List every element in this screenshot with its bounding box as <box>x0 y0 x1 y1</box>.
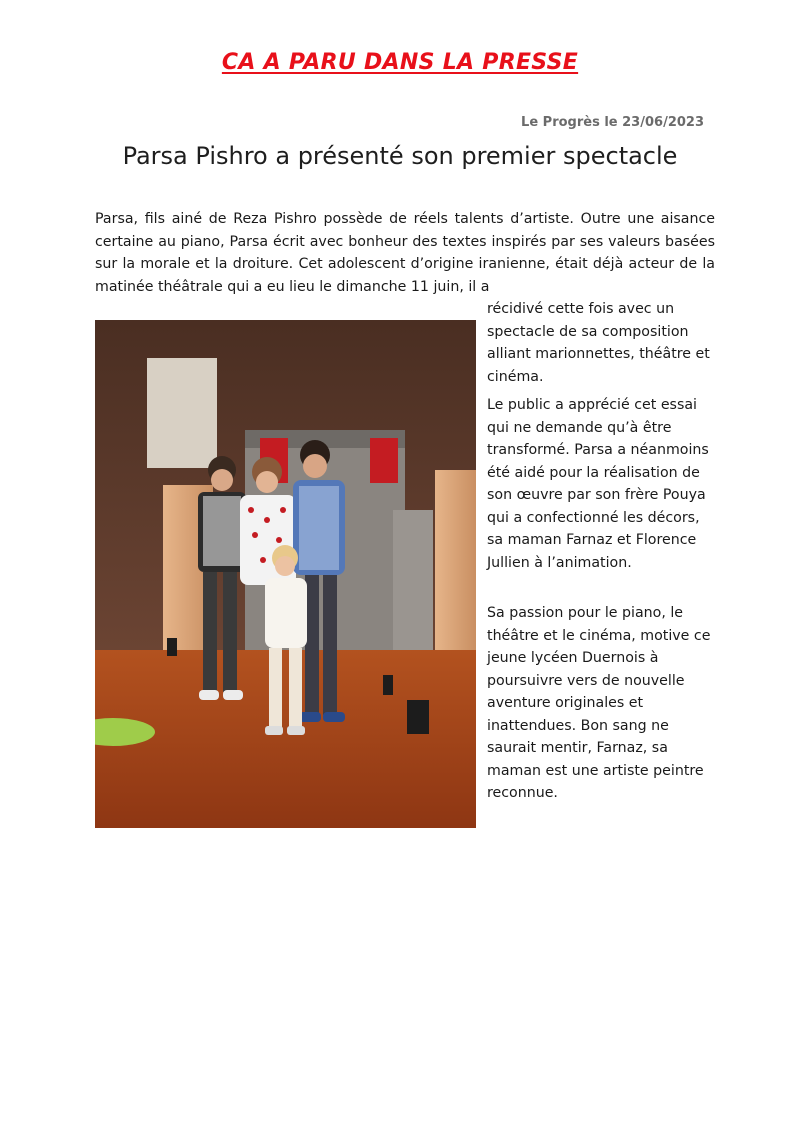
photo-illustration <box>95 320 476 828</box>
column-paragraph-1: récidivé cette fois avec un spectacle de sa composition alliant marionnettes, théâtre et cinéma. <box>487 301 710 385</box>
press-banner: CA A PARU DANS LA PRESSE <box>221 50 579 75</box>
column-paragraph-3: Sa passion pour le piano, le théâtre et le cinéma, motive ce jeune lycéen Duernois à poursuivre vers de nouvelle aventure originales et inattendues. Bon sang ne saurait mentir, Farnaz, sa maman est une artiste peintre reconnue. <box>487 605 711 801</box>
window <box>147 358 217 468</box>
speaker <box>407 700 429 734</box>
side-column <box>487 298 712 811</box>
floor <box>95 650 476 828</box>
column-paragraph-2: Le public a apprécié cet essai qui ne demande qu’à être transformé. Parsa a néanmoins été aidé pour la réalisation de son œuvre par son frère Pouya qui a confectionné les décors, sa maman Farnaz et Florence Jullien à l’animation. <box>487 397 709 571</box>
source-date: Le Progrès le 23/06/2023 <box>521 115 704 130</box>
red-curtain-right <box>370 438 398 483</box>
article-headline: Parsa Pishro a présenté son premier spectacle <box>122 142 678 170</box>
article-photo <box>95 320 476 828</box>
intro-paragraph: Parsa, fils ainé de Reza Pishro possède de réels talents d’artiste. Outre une aisance certaine au piano, Parsa écrit avec bonheur des textes inspirés par ses valeurs basées sur la morale et la droiture. Cet adolescent d’origine iranienne, était déjà acteur de la matinée théâtrale qui a eu lieu le dimanche 11 juin, il a <box>95 211 715 295</box>
